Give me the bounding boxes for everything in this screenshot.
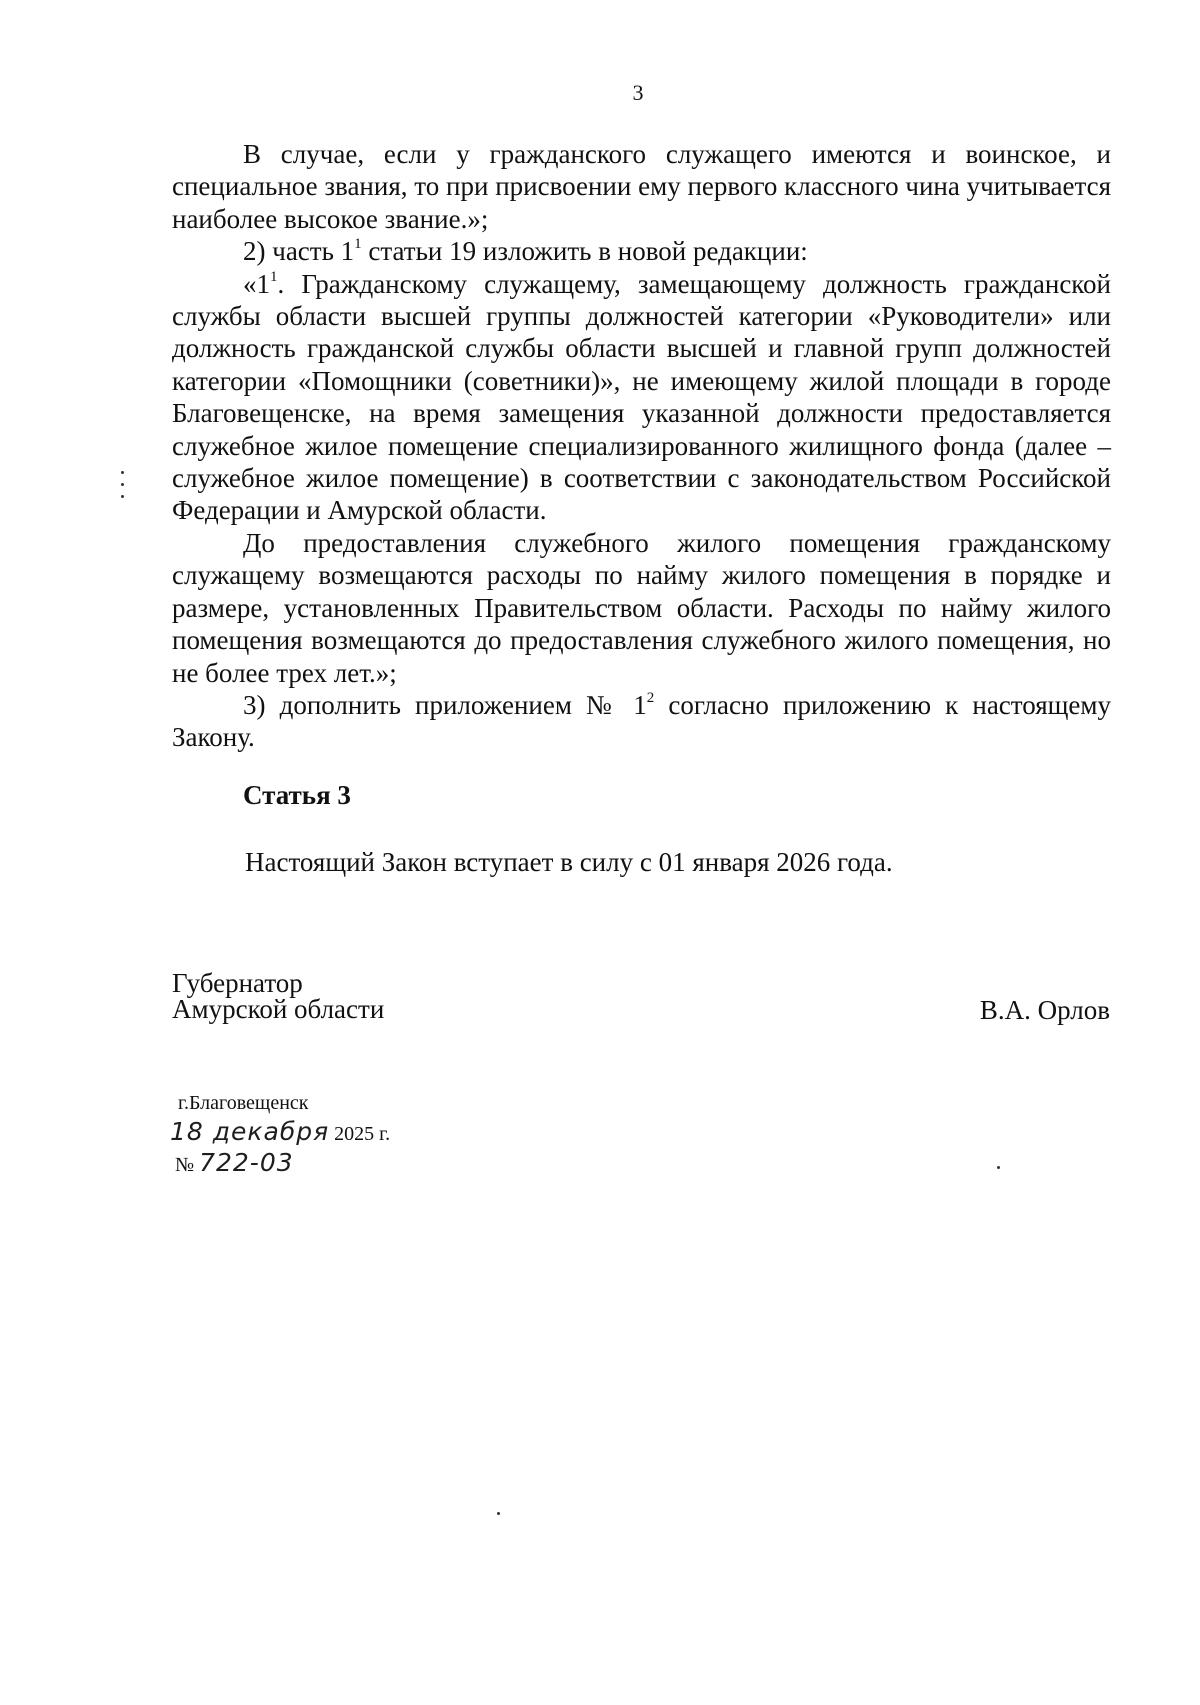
- signatory-title-line-1: Губернатор: [172, 968, 303, 998]
- signatory-title-line-2: Амурской области: [172, 994, 385, 1024]
- superscript: 1: [354, 236, 362, 253]
- place-of-signing: г.Благовещенск: [178, 1092, 309, 1114]
- handwritten-number: 722-03: [199, 1148, 294, 1177]
- law-body-text: [172, 138, 1111, 754]
- superscript: 1: [270, 268, 278, 285]
- article-heading: Статья 3: [243, 780, 351, 810]
- signing-date: [170, 1117, 390, 1146]
- paragraph-amendment-2: [172, 235, 1111, 267]
- effective-date-text: Настоящий Закон вступает в силу с 01 января 2026 года.: [245, 847, 893, 877]
- paragraph-housing-provision: [172, 268, 1111, 527]
- handwritten-date: 18 декабря: [170, 1117, 330, 1146]
- housing-provision-text: . Гражданскому служащему, замещающему должность гражданской службы области высшей группы должностей категории «Руководители» или должность гражданской службы области высшей и главной групп должностей категории «Помощники (советники)», не имеющему жилой площади в городе Благовещенске, на время замещения указанной должности предоставляется служебное жилое помещение специализированного жилищного фонда (далее – служебное жилое помещение) в соответствии с законодательством Российской Федерации и Амурской области.: [172, 268, 1111, 526]
- scan-speck: [997, 1166, 1000, 1169]
- signatory-name: В.А. Орлов: [979, 995, 1110, 1025]
- superscript: 2: [646, 689, 655, 706]
- amendment-3-tail: согласно приложению к настоящему Закону.: [172, 689, 1111, 753]
- scan-speck: [121, 471, 124, 474]
- paragraph-amendment-3: [172, 689, 1111, 754]
- paragraph-ranks: В случае, если у гражданского служащего имеются и воинское, и специальное звания, то при присвоении ему первого классного чина учитывается наиболее высокое звание.»;: [172, 139, 1111, 234]
- number-label: №: [175, 1154, 195, 1176]
- printed-year: 2025 г.: [334, 1123, 391, 1145]
- scan-speck: [497, 1512, 500, 1515]
- scan-speck: [121, 495, 124, 498]
- paragraph-rent-compensation: До предоставления служебного жилого помещения гражданскому служащему возмещаются расходы по найму жилого помещения в порядке и размере, установленных Правительством области. Расходы по найму жилого помещения возмещаются до предоставления служебного жилого помещения, но не более трех лет.»;: [172, 527, 1111, 688]
- housing-provision-lead: «1: [243, 268, 270, 299]
- amendment-3-lead: 3) дополнить приложением № 1: [243, 689, 647, 720]
- signatory-title: [172, 970, 384, 1022]
- scan-speck: [121, 483, 124, 486]
- amendment-2-tail: статьи 19 изложить в новой редакции:: [361, 236, 808, 267]
- amendment-2-lead: 2) часть 1: [243, 236, 355, 267]
- law-number: [175, 1148, 294, 1177]
- page-number: 3: [632, 80, 644, 105]
